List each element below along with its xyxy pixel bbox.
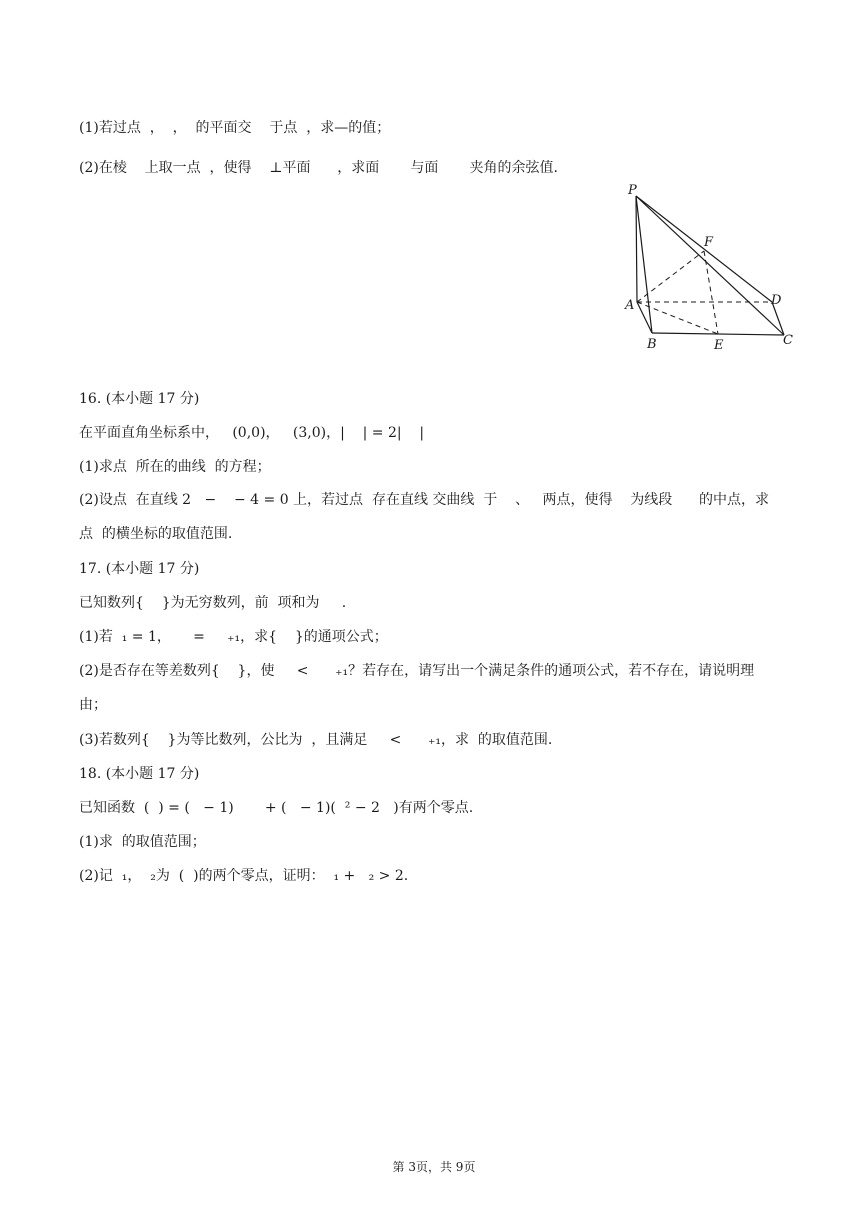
text-line: (1)若过点 ， ， 的平面交 于点 ，求—的值；: [79, 120, 391, 136]
text-line: 18. (本小题 17 分): [79, 766, 200, 782]
pyramid-diagram: [612, 178, 812, 356]
text-line: 在平面直角坐标系中， (0,0)， (3,0)，| | = 2| |: [79, 425, 425, 441]
page-footer: 第 3页，共 9页: [392, 1160, 476, 1174]
text-line: (2)记 ₁， ₂为 ( )的两个零点，证明： ₁ + ₂ > 2.: [79, 868, 409, 884]
text-line: 点 的横坐标的取值范围.: [79, 526, 233, 542]
text-line: 由；: [79, 697, 107, 713]
text-line: (2)设点 在直线 2 − − 4 = 0 上，若过点 存在直线 交曲线 于 、 两点，使得 为线段 的中点，求: [79, 492, 769, 508]
edge-FE: [704, 251, 718, 334]
text-line: 已知数列{ }为无穷数列，前 项和为 .: [79, 595, 347, 611]
label-A: A: [625, 298, 635, 313]
edge-AE: [637, 302, 718, 334]
edge-PC: [636, 196, 784, 335]
pyramid-figure: [612, 178, 812, 356]
text-line: (3)若数列{ }为等比数列，公比为 ，且满足 < ₊₁，求 的取值范围.: [79, 732, 553, 748]
label-E: E: [714, 338, 724, 353]
text-line: 16. (本小题 17 分): [79, 391, 200, 407]
text-line: (2)在棱 上取一点 ，使得 ⊥平面 ，求面 与面 夹角的余弦值.: [79, 160, 558, 176]
text-line: (1)若 ₁ = 1， = ₊₁，求{ }的通项公式；: [79, 629, 388, 645]
text-line: (2)是否存在等差数列{ }，使 < ₊₁？若存在，请写出一个满足条件的通项公式，若不存在，请说明理: [79, 663, 755, 679]
edge-AF: [637, 251, 704, 302]
label-F: F: [704, 235, 714, 250]
label-D: D: [771, 293, 782, 308]
edge-PB: [636, 196, 652, 333]
label-C: C: [783, 333, 793, 348]
label-P: P: [628, 183, 637, 198]
text-line: (1)求点 所在的曲线 的方程；: [79, 459, 271, 475]
text-line: 17. (本小题 17 分): [79, 561, 200, 577]
label-B: B: [647, 337, 657, 352]
text-line: (1)求 的取值范围；: [79, 834, 206, 850]
text-line: 已知函数 ( ) = ( − 1) + ( − 1)( ² − 2 )有两个零点.: [79, 800, 474, 816]
edge-PA: [636, 196, 637, 302]
